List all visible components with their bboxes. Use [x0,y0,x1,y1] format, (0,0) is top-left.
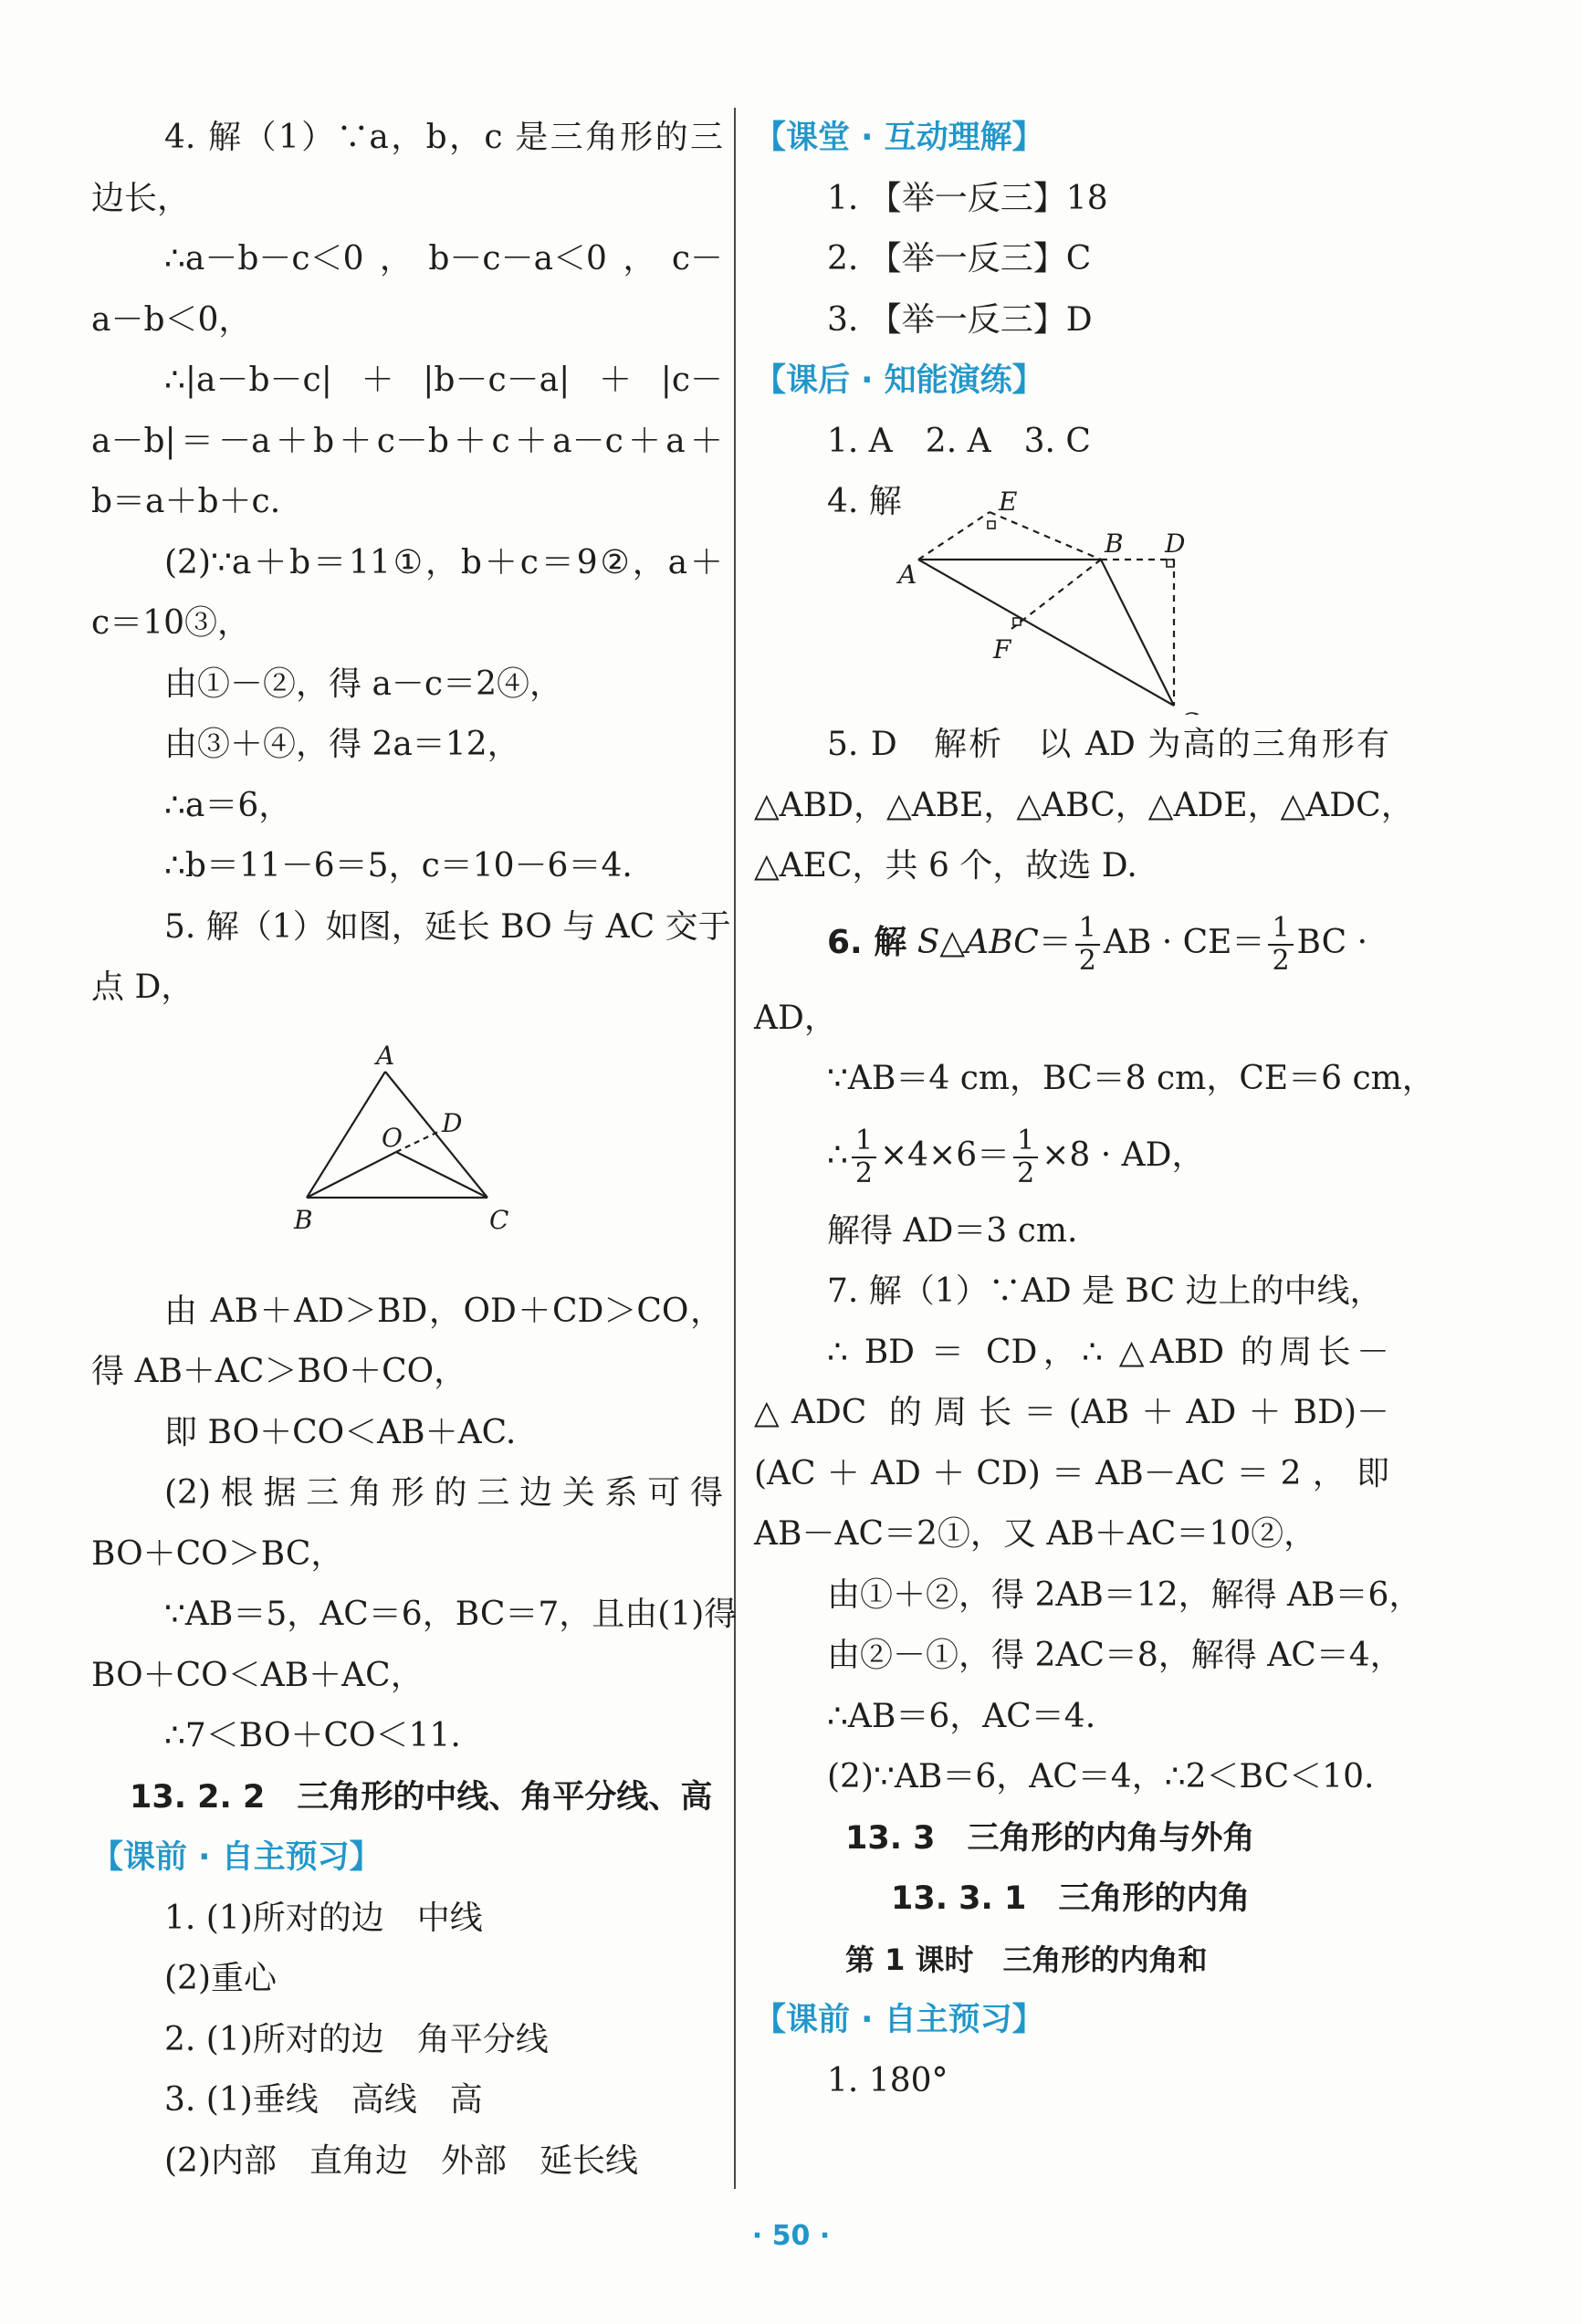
q7-line-3: △ADC 的周长＝(AB＋AD＋BD)－ [754,1394,1389,1431]
altitude-bf [1011,560,1101,629]
page-number: · 50 · [751,2220,831,2252]
q4-line-1: 4. 解（1）∵a，b，c 是三角形的三 [164,119,723,156]
column-divider [734,108,736,2189]
q5-line-2: 点 D， [91,968,194,1006]
pre-line-2: (2)重心 [164,1960,277,1997]
q6-line-3: ∵AB＝4 cm，BC＝8 cm，CE＝6 cm， [827,1060,1435,1097]
right-angle-e [988,521,995,529]
class-line-2: 2. 【举一反三】C [827,240,1092,277]
q4-line-8: (2)∵a＋b＝11①，b＋c＝9②，a＋ [164,543,723,581]
pre-line-5: (2)内部 直角边 外部 延长线 [164,2141,638,2180]
pre-line-1: 1. 180° [827,2061,948,2099]
lesson-title: 第 1 课时 三角形的内角和 [845,1942,1208,1977]
q6-calc-a: ×4×6＝ [880,1136,1011,1174]
q6-line-5: 解得 AD＝3 cm. [827,1211,1078,1250]
class-line-1: 1. 【举一反三】18 [827,179,1108,217]
label-b: B [1105,529,1124,559]
after-line-1: 1. A 2. A 3. C [827,422,1091,460]
q4-figure [754,472,1389,715]
label-c [1179,707,1199,715]
q4-line-4: a－b＜0， [91,300,252,339]
pre-line-3: 2. (1)所对的边 角平分线 [164,2020,549,2058]
q6-frac-4: $\frac{1}{2}$ [1013,1125,1038,1189]
label-c: C [489,1204,509,1235]
section-header-after-class: 【课后 · 知能演练】 [754,362,1044,399]
label-d: D [442,1107,463,1138]
q5-line-3: 由 AB＋AD＞BD，OD＋CD＞CO， [164,1292,723,1330]
q5-line-4: 得 AB＋AC＞BO＋CO， [91,1353,467,1390]
q7-line-4: (AC＋AD＋CD)＝AB－AC＝2，即 [754,1454,1389,1492]
q4-line-6: a－b|＝－a＋b＋c－b＋c＋a－c＋a＋ [91,422,723,460]
q4-line-7: b＝a＋b＋c. [91,483,281,520]
right-angle-f [1013,618,1021,625]
q5-line-5: 即 BO＋CO＜AB＋AC. [164,1413,517,1451]
triangle-abc-diagram [91,1019,723,1282]
triangle-figure-abc [91,1019,723,1282]
label-b: B [294,1204,313,1235]
q5-line-2: △ABD，△ABE，△ABC，△ADE，△ADC， [754,786,1414,824]
q4-line-3: ∴a－b－c＜0，b－c－a＜0，c－ [164,240,723,277]
q6-frac-3: $\frac{1}{2}$ [852,1125,876,1189]
label-a: A [898,560,917,590]
q4-line-9: c＝10③， [91,604,250,642]
pre-line-4: 3. (1)垂线 高线 高 [164,2081,483,2119]
q7-line-7: 由②－①，得 2AC＝8，解得 AC＝4， [827,1637,1403,1674]
q5-line-1: 5. 解（1）如图，延长 BO 与 AC 交于 [164,907,731,946]
q4-line-5: ∴|a－b－c|＋|b－c－a|＋|c－ [164,361,723,399]
q7-line-6: 由①＋②，得 2AB＝12，解得 AB＝6， [827,1576,1422,1614]
q6-area-symbol: S△ABC [917,923,1039,961]
label-a: A [376,1040,395,1071]
q7-line-1: 7. 解（1）∵AD 是 BC 边上的中线， [827,1272,1383,1310]
q6-line-2: AD， [754,999,837,1037]
extension-eb [990,512,1101,560]
edge-ac [918,560,1174,706]
section-header-pre-study: 【课前 · 自主预习】 [91,1839,382,1876]
after-line-2: 4. 解 [827,483,902,520]
q6-eq-1: AB · CE＝ [1103,923,1265,961]
q6-line-1: 6. 解 S△ABC＝ $\frac{1}{2}$ AB · CE＝ $\frac{1}{2}$ BC · [827,911,1368,977]
class-line-3: 3. 【举一反三】D [827,300,1093,339]
q6-line-4: ∴ $\frac{1}{2}$ ×4×6＝ $\frac{1}{2}$ ×8 · AD， [827,1124,1205,1189]
altitude-ae [918,512,990,560]
q4-line-2: 边长， [91,179,191,217]
edge-ab [307,1072,385,1198]
q4-line-13: ∴b＝11－6＝5，c＝10－6＝4. [164,847,633,885]
q4-line-11: 由③＋④，得 2a＝12， [164,726,520,763]
q5-line-7: BO＋CO＞BC， [91,1534,344,1573]
q6-frac-1: $\frac{1}{2}$ [1075,913,1100,977]
q7-line-8: ∴AB＝6，AC＝4. [827,1697,1096,1735]
right-column [754,108,1435,2111]
label-d: D [1165,529,1186,559]
label-e: E [999,487,1018,517]
q5-line-8: ∵AB＝5，AC＝6，BC＝7，且由(1)得 [164,1596,738,1633]
q5-line-6: (2)根据三角形的三边关系可得 [164,1474,723,1512]
q4-line-12: ∴a＝6， [164,786,292,824]
section-header-pre-study-2: 【课前 · 自主预习】 [754,2002,1044,2038]
q6-calc-b: ×8 · AD， [1042,1136,1205,1174]
section-title-13-3: 13. 3 三角形的内角与外角 [845,1819,1255,1857]
q5-line-9: BO＋CO＜AB＋AC， [91,1656,424,1694]
left-column [91,108,738,2192]
label-f: F [993,634,1011,665]
q6-eq-2: BC · [1296,923,1368,961]
segment-oc [396,1152,487,1198]
label-o: O [382,1122,403,1153]
pre-line-1: 1. (1)所对的边 中线 [164,1899,483,1937]
q5-line-10: ∴7＜BO＋CO＜11. [164,1717,461,1754]
q4-line-10: 由①－②，得 a－c＝2④， [164,665,562,703]
subsection-title-13-2-2: 13. 2. 2 三角形的中线、角平分线、高 [130,1778,713,1816]
q5-line-3: △AEC，共 6 个，故选 D. [754,847,1137,885]
right-angle-d [1167,560,1174,567]
q7-line-2: ∴ BD ＝ CD，∴ △ABD 的周长－ [827,1333,1389,1371]
section-header-classroom: 【课堂 · 互动理解】 [754,120,1044,156]
q6-frac-2: $\frac{1}{2}$ [1268,913,1293,977]
q7-line-5: AB－AC＝2①，又 AB＋AC＝10②， [754,1515,1317,1553]
q7-line-9: (2)∵AB＝6，AC＝4，∴2＜BC＜10. [827,1758,1375,1795]
q5-line-1: 5. D 解析 以 AD 为高的三角形有 [827,726,1389,763]
q6-prefix: 6. 解 [827,923,907,961]
subsection-title-13-3-1: 13. 3. 1 三角形的内角 [891,1880,1251,1917]
